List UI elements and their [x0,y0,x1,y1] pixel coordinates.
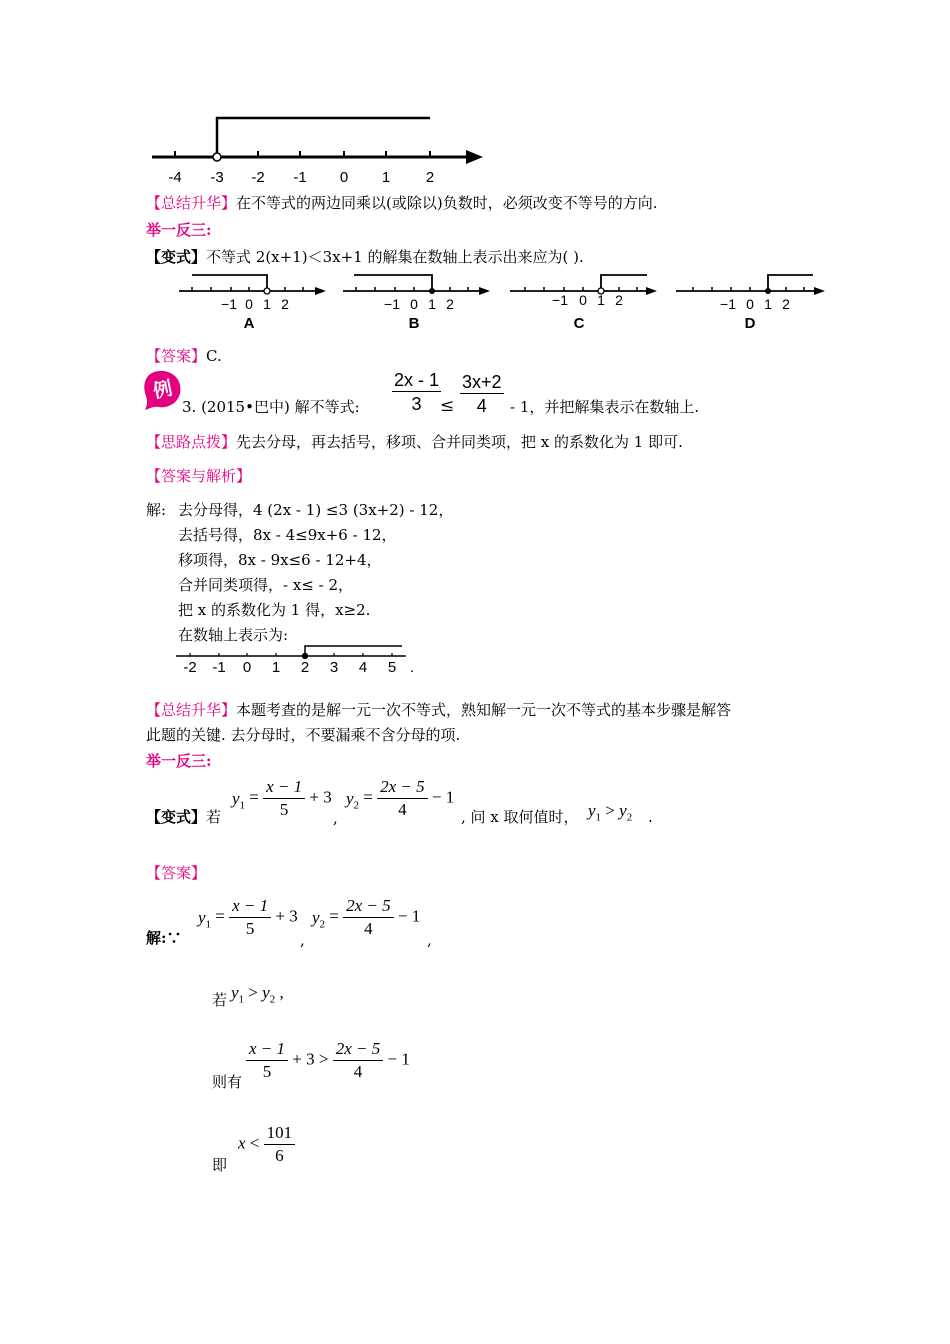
fraction-101-over-6 [264,1122,296,1167]
option-d-number-line [673,270,833,332]
option-b-bracket [354,275,432,291]
tick-label: 1 [764,296,772,312]
solution-bracket [305,646,402,656]
tick-label: 0 [410,296,418,312]
fraction-2x-minus-5-over-4 [377,776,428,821]
fraction-numerator: x − 1 [263,776,305,799]
variant-question: 不等式 2(x+1)＜3x+1 的解集在数轴上表示出来应为( ). [206,248,584,266]
var-y: y [198,908,206,928]
option-b-filled-dot [429,288,435,294]
solution-bracket [217,118,430,157]
tick-label: −1 [221,296,237,312]
summary-2 [146,700,731,720]
example-3-le: ≤ [440,396,455,416]
option-a-open-circle [264,288,270,294]
tick-label: −1 [384,296,400,312]
answer-1 [146,346,222,366]
fraction-x-minus-1-over-5 [229,895,271,940]
example-3-fraction-2 [460,371,504,418]
solution-step: 去分母得，4 (2x - 1) ≤3 (3x+2) - 12， [178,501,454,519]
final-ji: 即 [212,1156,228,1174]
final-comma: , [300,931,305,949]
variant-2-comma: , [333,809,338,827]
greater-than: > [248,983,258,1002]
subscript: 2 [319,918,326,931]
example-3-suffix: - 1，并把解集表示在数轴上. [510,398,700,416]
variant-2-condition [588,801,632,823]
summary-1 [146,193,658,213]
final-zeyou: 则有 [212,1073,243,1091]
fraction-numerator: 3x+2 [462,372,502,392]
variant-1 [146,247,584,267]
tick-label: 0 [746,296,754,312]
option-a-label: A [243,315,255,332]
solution-step: 去括号得，8x - 4≤9x+6 - 12， [178,526,397,544]
tick-label: -3 [210,169,224,186]
analysis-tag: 【答案与解析】 [146,467,252,485]
equals-sign: = [363,787,373,807]
variant-2-lead [146,807,221,827]
subscript: 1 [239,799,246,812]
final-comma: , [427,931,432,949]
var-x: x [238,1133,246,1153]
fraction-numerator: 101 [264,1122,296,1145]
variant-tag: 【变式】 [146,808,207,826]
hint-text: 先去分母，再去括号，移项、合并同类项，把 x 的系数化为 1 即可. [236,433,683,451]
fraction-numerator: x − 1 [229,895,271,918]
summary-tag: 【总结升华】 [146,701,237,719]
example-3-fraction-1 [392,369,441,416]
option-b-number-line [340,270,495,332]
axis-end-period: . [410,659,415,676]
summary-text: 在不等式的两边同乘以(或除以)负数时，必须改变不等号的方向. [236,194,658,212]
fraction-numerator: 2x − 5 [377,776,428,799]
fraction-denominator: 4 [476,396,487,416]
final-lead [146,928,182,948]
tick-label: -1 [212,659,226,676]
option-c-label: C [573,315,585,332]
subscript: 1 [238,993,245,1006]
tick-label: 5 [387,659,397,676]
because-symbol: ∵ [166,929,182,947]
axis-arrow [466,150,483,164]
fraction-2x-minus-5-over-4 [333,1038,384,1083]
subscript: 2 [353,799,360,812]
tick-label: 0 [242,659,252,676]
tick-label: −1 [552,292,568,308]
option-d-label: D [744,315,756,332]
solution-step: 在数轴上表示为: [178,626,289,644]
variant-2-question: , 问 x 取何值时， [461,808,579,826]
tick-label: 1 [381,169,391,186]
final-inequality [246,1038,410,1083]
fraction-numerator: 2x − 5 [333,1038,384,1061]
answer-2-tag: 【答案】 [146,864,207,882]
tick-label: 2 [281,296,289,312]
tick-label: -2 [251,169,265,186]
summary-tag: 【总结升华】 [146,194,237,212]
fraction-denominator: 4 [398,800,407,819]
variant-tag: 【变式】 [146,248,207,266]
summary-text-line-1: 本题考查的是解一元一次不等式，熟知解一元一次不等式的基本步骤是解答 [236,701,732,719]
fraction-denominator: 5 [245,919,255,938]
fraction-denominator: 5 [279,800,289,819]
fraction-denominator: 4 [364,919,373,938]
example-badge [143,369,183,411]
variant-ruo: 若 [206,808,222,826]
option-d-bracket [768,275,813,291]
tick-label: 2 [300,659,310,676]
var-y: y [346,789,354,809]
final-jie: 解: [146,929,167,947]
fraction-denominator: 4 [353,1062,363,1081]
tick-label: 0 [579,292,587,308]
tick-label: 2 [425,169,435,186]
solution-step: 移项得，8x - 9x≤6 - 12+4， [178,551,382,569]
option-c-number-line [507,270,662,332]
variant-2-equation-y1 [232,776,332,821]
fraction-numerator: x − 1 [246,1038,288,1061]
example-badge-glyph: 例 [151,378,175,403]
tick-label: 0 [339,169,349,186]
plus-three: + 3 [275,906,298,926]
var-y: y [619,801,627,820]
final-equation-y2 [312,895,420,940]
var-y: y [262,983,270,1002]
fraction-denominator: 5 [262,1062,272,1081]
var-y: y [588,801,596,820]
final-equation-y1 [198,895,298,940]
option-b-label: B [408,315,420,332]
tick-label: -1 [293,169,307,186]
minus-one: − 1 [431,787,455,807]
tick-label: -2 [183,659,197,676]
solution-step: 把 x 的系数化为 1 得，x≥2. [178,601,371,619]
subscript: 1 [595,811,602,824]
var-y: y [232,789,240,809]
minus-one: − 1 [397,906,421,926]
summary-text-line-2: 此题的关键. 去分母时，不要漏乘不含分母的项. [146,726,461,744]
var-y: y [231,983,239,1002]
hint-tag: 【思路点拨】 [146,433,237,451]
solution-step: 合并同类项得，- x≤ - 2， [178,576,354,594]
fraction-x-minus-1-over-5 [246,1038,288,1083]
tick-label: 1 [263,296,271,312]
fraction-x-minus-1-over-5 [263,776,305,821]
practice-heading-2: 举一反三: [146,752,212,770]
plus-three: + 3 [309,787,332,807]
fraction-denominator: 3 [411,394,422,414]
subscript: 2 [626,811,633,824]
example-3-prefix: 3. (2015•巴中) 解不等式: [182,398,360,416]
minus-one: − 1 [387,1049,410,1069]
answer-value: C. [206,347,222,365]
var-y: y [312,908,320,928]
hint [146,432,683,452]
equals-sign: = [215,906,225,926]
fraction-numerator: 2x - 1 [394,370,440,390]
tick-label: 3 [329,659,339,676]
tick-label: 2 [615,292,623,308]
tick-label: 2 [782,296,790,312]
tick-label: −1 [720,296,736,312]
fraction-denominator: 6 [275,1146,284,1165]
fraction-numerator: 2x − 5 [343,895,394,918]
tick-label: 1 [428,296,436,312]
final-condition [231,983,284,1005]
practice-heading-1: 举一反三: [146,221,212,239]
number-line-figure-1 [148,110,488,190]
answer-tag: 【答案】 [146,347,207,365]
tick-label: 1 [597,292,605,308]
tick-label: 4 [358,659,368,676]
option-a-bracket [192,275,267,291]
equals-sign: = [329,906,339,926]
option-d-filled-dot [765,288,771,294]
tick-label: 0 [245,296,253,312]
fraction-2x-minus-5-over-4 [343,895,394,940]
solution-lead: 解: [146,501,167,519]
less-than: < [249,1133,260,1153]
tick-label: 1 [271,659,281,676]
comma: , [279,983,284,1002]
subscript: 1 [205,918,212,931]
greater-than: > [605,801,615,820]
plus-three-greater: + 3 > [292,1049,329,1069]
variant-2-equation-y2 [346,776,454,821]
solution-number-line [174,641,424,677]
subscript: 2 [269,993,276,1006]
option-a-number-line [176,270,331,332]
open-circle [213,153,221,161]
final-ruo: 若 [212,991,228,1009]
variant-2-period: . [648,808,653,826]
tick-label: 2 [446,296,454,312]
final-result [238,1122,295,1167]
option-c-bracket [601,275,647,291]
equals-sign: = [249,787,259,807]
tick-label: -4 [168,169,182,186]
